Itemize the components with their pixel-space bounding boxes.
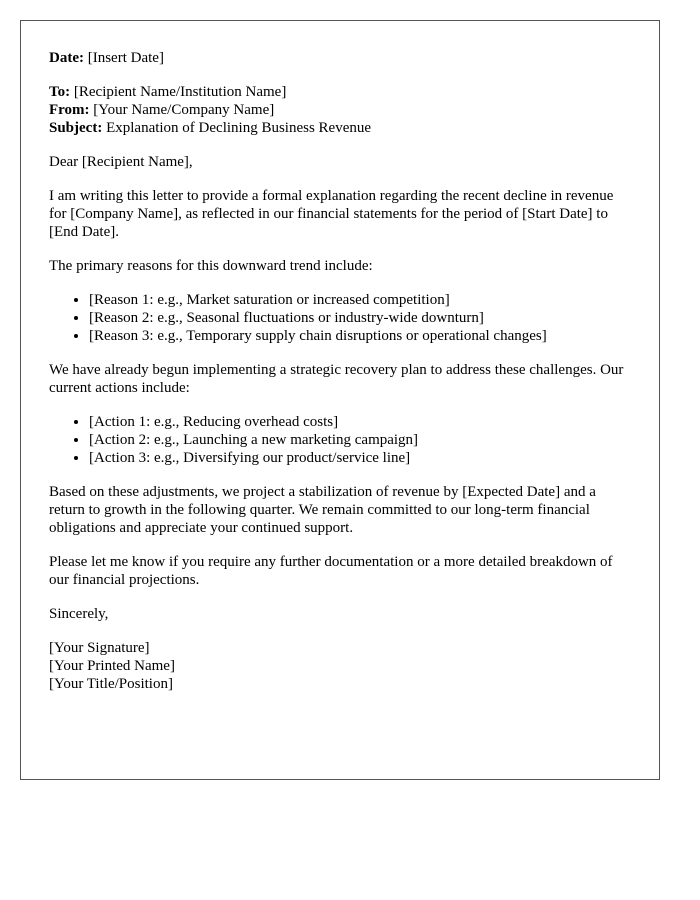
from-label: From: — [49, 102, 90, 118]
subject-line — [49, 119, 631, 137]
reasons-list — [49, 291, 631, 345]
to-label: To: — [49, 84, 71, 100]
list-item: • [Action 1: e.g., Reducing overhead costs] — [89, 413, 631, 431]
from-value: [Your Name/Company Name] — [93, 102, 275, 118]
request-paragraph: Please let me know if you require any further documentation or a more detailed breakdown of our financial projections. — [49, 554, 613, 588]
letter-document — [20, 20, 660, 780]
actions-list — [49, 413, 631, 467]
header-block — [49, 83, 631, 137]
actions-intro: We have already begun implementing a strategic recovery plan to address these challenges. Our current actions include: — [49, 362, 624, 396]
list-item: • [Reason 2: e.g., Seasonal fluctuations or industry-wide downturn] — [89, 309, 631, 327]
title-position-line: [Your Title/Position] — [49, 676, 173, 692]
date-label: Date: — [49, 50, 84, 66]
intro-paragraph: I am writing this letter to provide a formal explanation regarding the recent decline in revenue for [Company Name], as reflected in our financial statements for the period of [Start Date] to [End Date]. — [49, 188, 614, 240]
list-item: • [Reason 3: e.g., Temporary supply chain disruptions or operational changes] — [89, 327, 631, 345]
from-line — [49, 101, 631, 119]
list-item: • [Reason 1: e.g., Market saturation or increased competition] — [89, 291, 631, 309]
salutation: Dear [Recipient Name], — [49, 154, 193, 170]
list-item: • [Action 3: e.g., Diversifying our product/service line] — [89, 449, 631, 467]
printed-name-line: [Your Printed Name] — [49, 658, 175, 674]
to-line — [49, 83, 631, 101]
signature-line: [Your Signature] — [49, 640, 150, 656]
signature-block — [49, 639, 631, 693]
date-value: [Insert Date] — [87, 50, 164, 66]
reasons-intro: The primary reasons for this downward trend include: — [49, 258, 373, 274]
subject-label: Subject: — [49, 120, 103, 136]
to-value: [Recipient Name/Institution Name] — [73, 84, 287, 100]
subject-value: Explanation of Declining Business Revenue — [106, 120, 372, 136]
projection-paragraph: Based on these adjustments, we project a stabilization of revenue by [Expected Date] and a return to growth in the following quarter. We remain committed to our long-term financial obligations and appreciate your continued support. — [49, 484, 596, 536]
date-line — [49, 49, 631, 67]
closing: Sincerely, — [49, 606, 109, 622]
list-item: • [Action 2: e.g., Launching a new marketing campaign] — [89, 431, 631, 449]
